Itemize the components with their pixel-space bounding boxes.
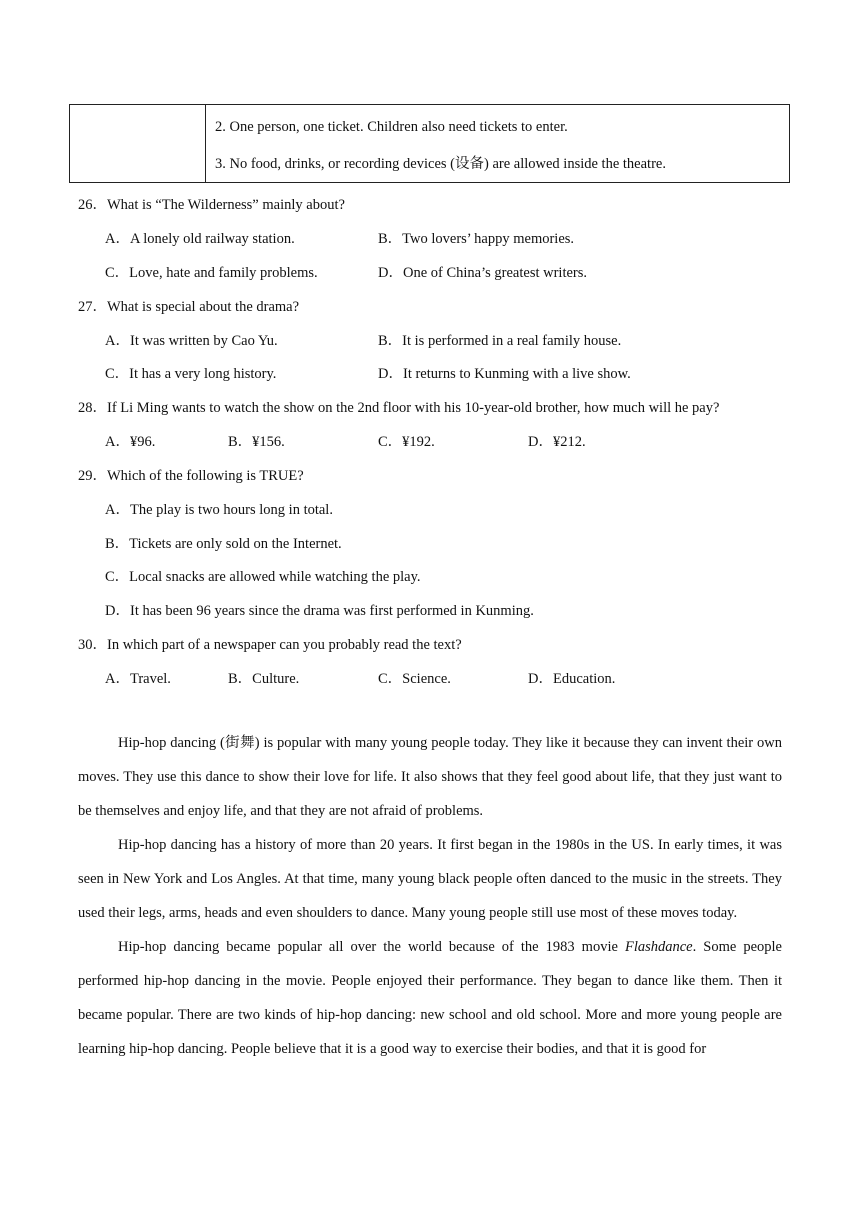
question-text: In which part of a newspaper can you probably read the text?: [107, 637, 462, 653]
question-28: [78, 396, 719, 417]
option-26-c: C．Love, hate and family problems.: [105, 265, 318, 281]
option-29-d: D．It has been 96 years since the drama was first performed in Kunming.: [105, 603, 534, 619]
option-29-b: B．Tickets are only sold on the Internet.: [105, 536, 342, 552]
question-text: If Li Ming wants to watch the show on the 2nd floor with his 10-year-old brother, how much will he pay?: [107, 400, 720, 416]
passage-paragraph-3: Hip-hop dancing became popular all over the world because of the 1983 movie Flashdance. Some people performed hip-hop dancing in the movie. People enjoyed their performance. They began to dance like them. Then it became popular. There are two kinds of hip-hop dancing: new school and old school. More and more young people are learning hip-hop dancing. People believe that it is a good way to exercise their bodies, and that it is good for: [78, 939, 782, 1057]
question-number: 26．: [78, 197, 107, 213]
option-27-c: C．It has a very long history.: [105, 366, 277, 382]
ticket-rules-table: [69, 104, 790, 183]
question-30: [78, 633, 462, 654]
option-30-b: B．Culture.: [228, 671, 300, 687]
rule-2: 2. One person, one ticket. Children also need tickets to enter.: [215, 119, 568, 135]
movie-title: Flashdance: [624, 939, 693, 955]
option-30-c: C．Science.: [378, 671, 451, 687]
option-28-b: B．¥156.: [228, 434, 285, 450]
option-30-d: D．Education.: [528, 671, 616, 687]
question-number: 29．: [78, 468, 107, 484]
option-26-d: D．One of China’s greatest writers.: [378, 265, 588, 281]
option-29-a: A．The play is two hours long in total.: [105, 502, 333, 518]
option-30-a: A．Travel.: [105, 671, 171, 687]
option-28-a: A．¥96.: [105, 434, 156, 450]
passage-paragraph-2: Hip-hop dancing has a history of more than 20 years. It first began in the 1980s in the US. In early times, it was seen in New York and Los Angles. At that time, many young black people often danced to the music in the streets. They used their legs, arms, heads and even shoulders to dance. Many young people still use most of these moves today.: [78, 837, 782, 921]
option-26-a: A．A lonely old railway station.: [105, 231, 295, 247]
reading-passage: [78, 726, 782, 1066]
question-27: [78, 295, 299, 316]
question-text: What is “The Wilderness” mainly about?: [107, 197, 345, 213]
option-27-a: A．It was written by Cao Yu.: [105, 333, 278, 349]
option-28-c: C．¥192.: [378, 434, 435, 450]
question-26: [78, 193, 345, 214]
option-27-b: B．It is performed in a real family house.: [378, 333, 622, 349]
question-number: 30．: [78, 637, 107, 653]
option-28-d: D．¥212.: [528, 434, 586, 450]
question-text: What is special about the drama?: [107, 299, 300, 315]
question-text: Which of the following is TRUE?: [107, 468, 304, 484]
passage-paragraph-1: Hip-hop dancing (街舞) is popular with many young people today. They like it because they can invent their own moves. They use this dance to show their love for life. It also shows that they feel good about life, that they just want to be themselves and enjoy life, and that they are not afraid of problems.: [78, 735, 782, 819]
option-29-c: C．Local snacks are allowed while watching the play.: [105, 569, 421, 585]
table-empty-cell: [70, 105, 206, 182]
option-26-b: B．Two lovers’ happy memories.: [378, 231, 575, 247]
rule-3: 3. No food, drinks, or recording devices (设备) are allowed inside the theatre.: [215, 156, 666, 172]
question-29: [78, 464, 304, 485]
question-number: 28．: [78, 400, 107, 416]
option-27-d: D．It returns to Kunming with a live show.: [378, 366, 631, 382]
question-number: 27．: [78, 299, 107, 315]
